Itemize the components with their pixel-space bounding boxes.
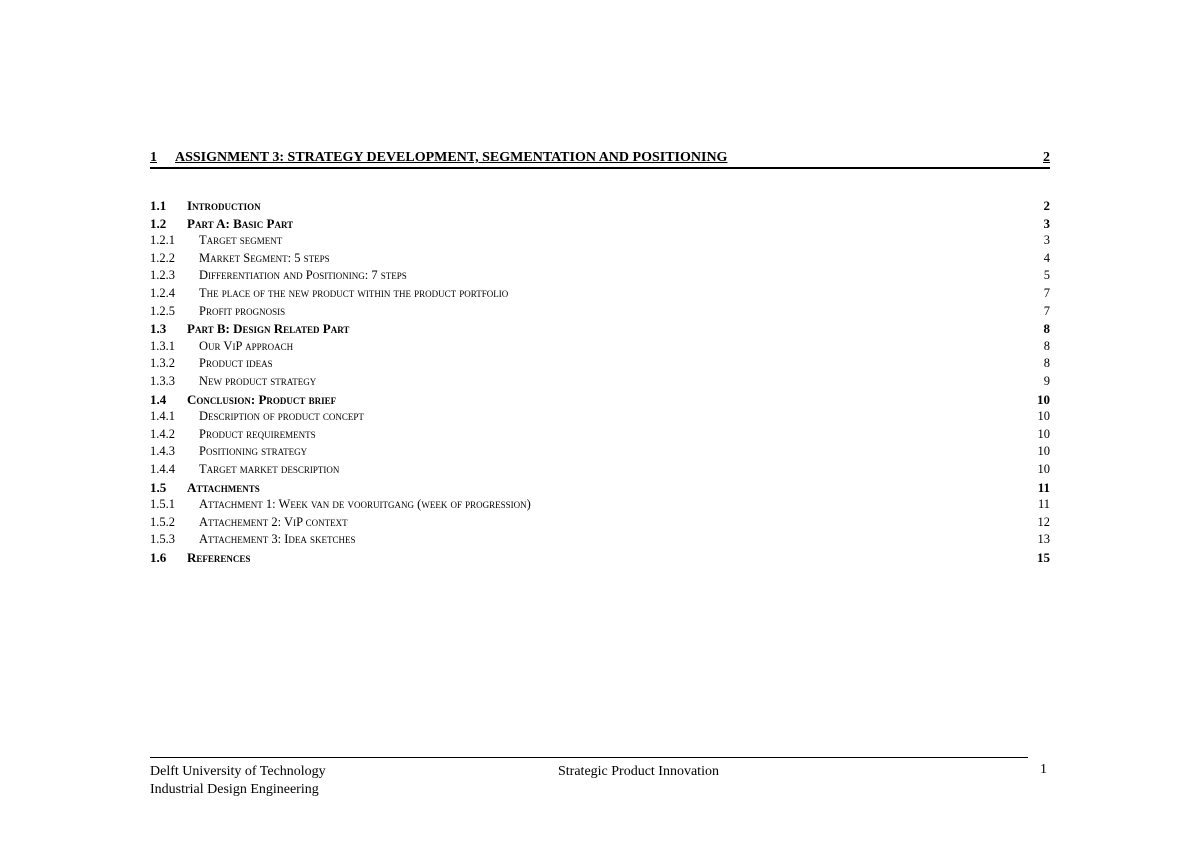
toc-entry-number: 1.6	[150, 549, 167, 565]
toc-entry-number: 1.4	[150, 391, 167, 407]
toc-entry-number: 1.4.2	[150, 426, 175, 441]
toc-entry-number: 1.3.2	[150, 356, 175, 371]
toc-entry-title: The place of the new product within the product portfolio	[199, 285, 509, 300]
footer-university: Delft University of Technology	[150, 764, 326, 779]
toc-entry-title: Part A: Basic Part	[187, 215, 294, 231]
toc-entry[interactable]	[150, 479, 1050, 497]
toc-entry[interactable]	[150, 320, 1050, 338]
toc-entry-title: Attachments	[187, 479, 260, 495]
toc-entry-title: Attachement 2: ViP context	[199, 514, 348, 529]
toc-heading-number: 1	[150, 150, 157, 165]
toc-entry[interactable]	[150, 303, 1050, 321]
toc-entry-title: Introduction	[187, 198, 261, 213]
toc-entry-page: 3	[1043, 233, 1050, 248]
toc-entry[interactable]	[150, 461, 1050, 479]
toc-entry-title: Target segment	[199, 233, 283, 248]
toc-entry-number: 1.2.4	[150, 285, 175, 300]
toc-heading-title: ASSIGNMENT 3: STRATEGY DEVELOPMENT, SEGMENTATION AND POSITIONING	[175, 150, 728, 165]
footer-course: Strategic Product Innovation	[558, 764, 719, 779]
toc-entry-title: Our ViP approach	[199, 338, 294, 353]
toc-entry-number: 1.4.4	[150, 461, 175, 476]
toc-entry-number: 1.2.1	[150, 233, 175, 248]
toc-entry[interactable]	[150, 408, 1050, 426]
toc-entry[interactable]	[150, 215, 1050, 233]
toc-entry-number: 1.5.2	[150, 514, 175, 529]
toc-entry-page: 4	[1043, 250, 1050, 265]
toc-entry-number: 1.2.2	[150, 250, 175, 265]
toc-entry-title: Attachement 3: Idea sketches	[199, 532, 356, 547]
toc-entry-title: Profit prognosis	[199, 303, 286, 318]
toc-entry-title: Attachment 1: Week van de vooruitgang (week of progression)	[199, 497, 531, 512]
toc-entry-title: References	[187, 549, 251, 565]
toc-entry-number: 1.3.3	[150, 373, 175, 388]
footer-faculty: Industrial Design Engineering	[150, 782, 319, 797]
toc-entry-number: 1.5.3	[150, 532, 175, 547]
toc-entry-page: 15	[1037, 549, 1050, 565]
toc-entry-page: 8	[1043, 321, 1050, 337]
toc-entry-page: 10	[1037, 391, 1050, 407]
toc-entry-title: Target market description	[199, 461, 340, 476]
toc-entry[interactable]	[150, 285, 1050, 303]
page-footer	[150, 757, 1047, 799]
toc-entry-number: 1.3	[150, 321, 167, 337]
toc-entry-page: 8	[1043, 356, 1050, 371]
toc-entry-number: 1.5.1	[150, 497, 175, 512]
toc-entry-title: Differentiation and Positioning: 7 steps	[199, 268, 407, 283]
toc-entry-number: 1.3.1	[150, 338, 175, 353]
toc-entry-number: 1.2	[150, 215, 167, 231]
toc-entry[interactable]	[150, 232, 1050, 250]
toc-entry-title: Positioning strategy	[199, 444, 308, 459]
toc-heading-page: 2	[1043, 150, 1050, 165]
toc-entry-title: Product ideas	[199, 356, 273, 371]
toc-entry[interactable]	[150, 250, 1050, 268]
toc-entry-title: Description of product concept	[199, 409, 364, 424]
toc-entry[interactable]	[150, 373, 1050, 391]
toc-entry-page: 10	[1037, 444, 1050, 459]
toc-entry[interactable]	[150, 197, 1050, 215]
toc-entry-number: 1.1	[150, 198, 167, 213]
footer-page-number: 1	[1040, 762, 1047, 777]
toc-entry-page: 9	[1043, 373, 1050, 388]
toc-entry-number: 1.2.3	[150, 268, 175, 283]
toc-entry-number: 1.2.5	[150, 303, 175, 318]
toc-entry[interactable]	[150, 549, 1050, 567]
toc-entry-number: 1.4.3	[150, 444, 175, 459]
toc-entry-page: 10	[1037, 409, 1050, 424]
toc-entry-title: Conclusion: Product brief	[187, 391, 337, 407]
toc-entry-page: 8	[1043, 338, 1050, 353]
toc-entry[interactable]	[150, 531, 1050, 549]
toc-entry[interactable]	[150, 443, 1050, 461]
toc-entry-title: Part B: Design Related Part	[187, 321, 350, 337]
toc-entry[interactable]	[150, 267, 1050, 285]
table-of-contents	[150, 150, 1050, 566]
toc-entry-page: 13	[1037, 532, 1050, 547]
toc-entry-page: 5	[1043, 268, 1050, 283]
toc-entry-page: 7	[1043, 285, 1050, 300]
toc-entry[interactable]	[150, 426, 1050, 444]
toc-entry-page: 10	[1037, 426, 1050, 441]
toc-entry[interactable]	[150, 496, 1050, 514]
toc-entry-number: 1.5	[150, 479, 167, 495]
toc-entry[interactable]	[150, 391, 1050, 409]
toc-heading[interactable]	[150, 150, 1050, 169]
toc-entry-page: 7	[1043, 303, 1050, 318]
toc-entry-page: 12	[1037, 514, 1050, 529]
toc-entry-list	[150, 197, 1050, 566]
toc-entry[interactable]	[150, 514, 1050, 532]
toc-entry[interactable]	[150, 355, 1050, 373]
toc-entry-number: 1.4.1	[150, 409, 175, 424]
toc-entry-title: New product strategy	[199, 373, 317, 388]
toc-entry[interactable]	[150, 338, 1050, 356]
toc-entry-page: 11	[1037, 479, 1050, 495]
toc-entry-title: Market Segment: 5 steps	[199, 250, 330, 265]
toc-entry-page: 2	[1043, 198, 1050, 213]
toc-entry-page: 11	[1037, 497, 1050, 512]
toc-entry-title: Product requirements	[199, 426, 316, 441]
toc-entry-page: 3	[1043, 215, 1050, 231]
toc-entry-page: 10	[1037, 461, 1050, 476]
